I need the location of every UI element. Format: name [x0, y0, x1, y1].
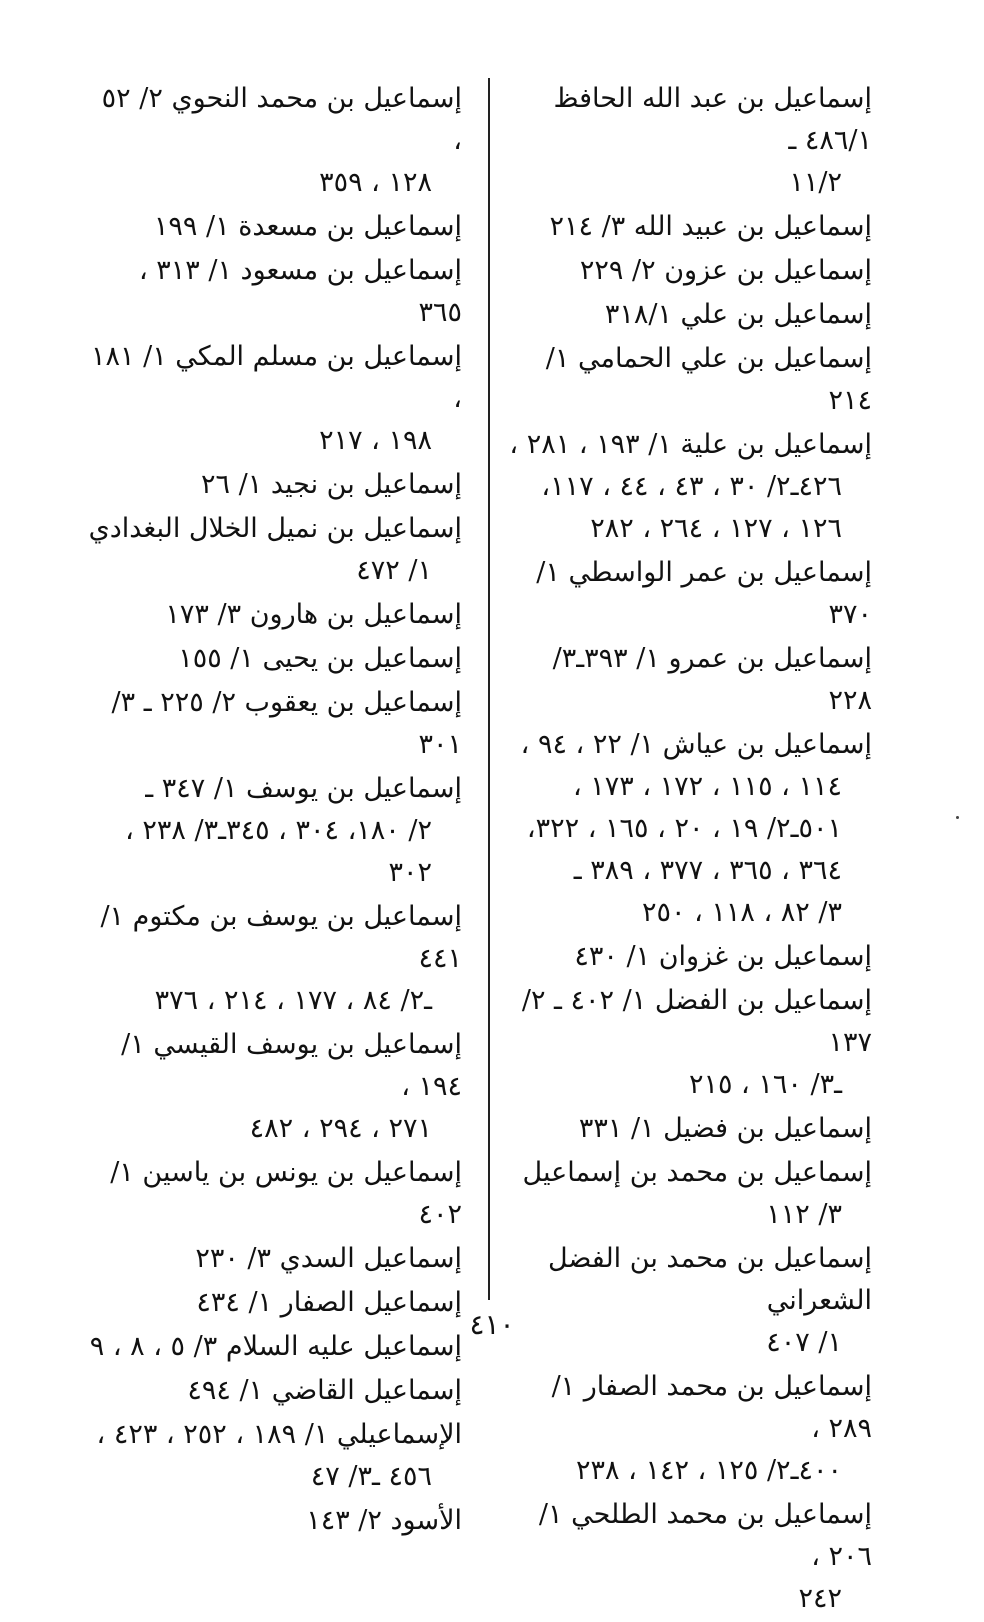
index-entry	[502, 980, 872, 1106]
index-entry	[502, 552, 872, 636]
index-entry	[87, 508, 462, 592]
index-entry	[87, 1414, 462, 1498]
entry-heading-line: إسماعيل السدي ٣/ ٢٣٠	[195, 1243, 462, 1274]
entry-heading-line: إسماعيل بن مسعود ١/ ٣١٣ ، ٣٦٥	[138, 255, 462, 328]
index-entry	[87, 1152, 462, 1236]
entry-heading-line: إسماعيل بن يحيى ١/ ١٥٥	[178, 643, 462, 674]
entry-continuation-line: ٢٤٢	[798, 1583, 842, 1614]
index-entry	[502, 250, 872, 292]
entry-continuation-line: ٤٢٦ـ٢/ ٣٠ ، ٤٣ ، ٤٤ ، ١١٧،	[541, 471, 842, 502]
entry-heading-line: إسماعيل بن عزون ٢/ ٢٢٩	[579, 255, 872, 286]
index-entry	[87, 682, 462, 766]
index-entry	[502, 1108, 872, 1150]
entry-continuation-line: ٤٠٠ـ٢/ ١٢٥ ، ١٤٢ ، ٢٣٨	[576, 1455, 842, 1486]
entry-continuation-line: ٢/ ١٨٠، ٣٠٤ ، ٣٤٥ـ٣/ ٢٣٨ ،	[125, 815, 432, 846]
index-entry	[502, 78, 872, 204]
entry-heading-line: إسماعيل بن مسلم المكي ١/ ١٨١ ،	[91, 341, 462, 414]
index-entry	[87, 1370, 462, 1412]
entry-continuation-line: ١/ ٤٧٢	[356, 555, 432, 586]
index-entry	[87, 336, 462, 462]
entry-continuation-line: ٣٠٢	[388, 857, 432, 888]
index-entry	[502, 1238, 872, 1364]
index-entry	[502, 206, 872, 248]
entry-heading-line: إسماعيل بن فضيل ١/ ٣٣١	[578, 1113, 872, 1144]
index-entry	[87, 78, 462, 204]
index-entry	[87, 1500, 462, 1542]
index-entry	[87, 1024, 462, 1150]
entry-continuation-line: ٥٠١ـ٢/ ١٩ ، ٢٠ ، ١٦٥ ، ٣٢٢،	[526, 813, 842, 844]
index-entry	[87, 250, 462, 334]
index-entry	[502, 936, 872, 978]
scan-speck	[956, 816, 959, 819]
entry-heading-line: إسماعيل بن يونس بن ياسين ١/ ٤٠٢	[110, 1157, 462, 1230]
entry-heading-line: إسماعيل بن يعقوب ٢/ ٢٢٥ ـ ٣/ ٣٠١	[111, 687, 462, 760]
index-entry	[502, 1366, 872, 1492]
entry-heading-line: إسماعيل بن عمر الواسطي ١/ ٣٧٠	[536, 557, 872, 630]
entry-heading-line: إسماعيل بن علي الحمامي ١/ ٢١٤	[545, 343, 872, 416]
entry-continuation-line: ١٢٦ ، ١٢٧ ، ٢٦٤ ، ٢٨٢	[590, 513, 842, 544]
entry-heading-line: إسماعيل بن عبيد الله ٣/ ٢١٤	[549, 211, 872, 242]
entry-heading-line: إسماعيل بن يوسف القيسي ١/ ١٩٤ ،	[121, 1029, 462, 1102]
page-number: ٤١٠	[469, 1308, 515, 1341]
entry-heading-line: إسماعيل بن محمد بن إسماعيل	[522, 1157, 872, 1188]
entry-heading-line: إسماعيل القاضي ١/ ٤٩٤	[187, 1375, 462, 1406]
entry-heading-line: الإسماعيلي ١/ ١٨٩ ، ٢٥٢ ، ٤٢٣ ،	[96, 1419, 462, 1450]
entry-continuation-line: ٤٥٦ ـ٣/ ٤٧	[310, 1461, 432, 1492]
entry-heading-line: إسماعيل بن محمد النحوي ٢/ ٥٢ ،	[101, 83, 462, 156]
index-entry	[87, 594, 462, 636]
entry-heading-line: إسماعيل بن علية ١/ ١٩٣ ، ٢٨١ ،	[509, 429, 872, 460]
entry-continuation-line: ٣/ ٨٢ ، ١١٨ ، ٢٥٠	[641, 897, 842, 928]
index-entry	[87, 768, 462, 894]
index-entry	[502, 338, 872, 422]
index-entry	[87, 638, 462, 680]
entry-heading-line: إسماعيل بن يوسف ١/ ٣٤٧ ـ	[145, 773, 462, 804]
entry-heading-line: إسماعيل بن الفضل ١/ ٤٠٢ ـ ٢/ ١٣٧	[521, 985, 872, 1058]
entry-continuation-line: ١٩٨ ، ٢١٧	[319, 425, 432, 456]
entry-heading-line: إسماعيل الصفار ١/ ٤٣٤	[196, 1287, 462, 1318]
entry-continuation-line: ـ٢/ ٨٤ ، ١٧٧ ، ٢١٤ ، ٣٧٦	[154, 985, 432, 1016]
entry-continuation-line: ٣٦٤ ، ٣٦٥ ، ٣٧٧ ، ٣٨٩ ـ	[573, 855, 842, 886]
index-entry	[502, 424, 872, 550]
entry-heading-line: إسماعيل بن علي ٣١٨/١	[604, 299, 872, 330]
entry-continuation-line: ١٢٨ ، ٣٥٩	[319, 167, 432, 198]
entry-heading-line: إسماعيل بن غزوان ١/ ٤٣٠	[574, 941, 872, 972]
entry-heading-line: إسماعيل بن مسعدة ١/ ١٩٩	[153, 211, 462, 242]
entry-continuation-line: ـ٣/ ١٦٠ ، ٢١٥	[688, 1069, 842, 1100]
entry-heading-line: إسماعيل بن عياش ١/ ٢٢ ، ٩٤ ،	[520, 729, 872, 760]
entry-heading-line: إسماعيل عليه السلام ٣/ ٥ ، ٨ ، ٩	[89, 1331, 462, 1362]
index-entry	[87, 1238, 462, 1280]
index-entry	[87, 206, 462, 248]
index-entry	[502, 1494, 872, 1620]
index-entry	[502, 294, 872, 336]
entry-heading-line: إسماعيل بن عبد الله الحافظ ٤٨٦/١ ـ	[553, 83, 872, 156]
entry-heading-line: الأسود ٢/ ١٤٣	[306, 1505, 462, 1536]
right-index-column	[502, 78, 872, 1622]
index-entry	[87, 896, 462, 1022]
entry-continuation-line: ٣/ ١١٢	[766, 1199, 842, 1230]
entry-heading-line: إسماعيل بن نميل الخلال البغدادي	[88, 513, 462, 544]
entry-heading-line: إسماعيل بن محمد بن الفضل الشعراني	[547, 1243, 872, 1316]
entry-heading-line: إسماعيل بن هارون ٣/ ١٧٣	[165, 599, 462, 630]
index-entry	[502, 1152, 872, 1236]
index-entry	[502, 638, 872, 722]
index-entry	[87, 464, 462, 506]
entry-heading-line: إسماعيل بن محمد الصفار ١/ ٢٨٩ ،	[551, 1371, 872, 1444]
entry-heading-line: إسماعيل بن عمرو ١/ ٣٩٣ـ٣/ ٢٢٨	[552, 643, 872, 716]
entry-heading-line: إسماعيل بن نجيد ١/ ٢٦	[201, 469, 462, 500]
entry-heading-line: إسماعيل بن يوسف بن مكتوم ١/ ٤٤١	[100, 901, 462, 974]
index-entry	[502, 724, 872, 934]
entry-heading-line: إسماعيل بن محمد الطلحي ١/ ٢٠٦ ،	[538, 1499, 872, 1572]
entry-continuation-line: ١١٤ ، ١١٥ ، ١٧٢ ، ١٧٣ ،	[572, 771, 842, 802]
entry-continuation-line: ١١/٢	[789, 167, 842, 198]
entry-continuation-line: ١/ ٤٠٧	[766, 1327, 842, 1358]
column-divider	[488, 78, 490, 1300]
entry-continuation-line: ٢٧١ ، ٢٩٤ ، ٤٨٢	[249, 1113, 432, 1144]
